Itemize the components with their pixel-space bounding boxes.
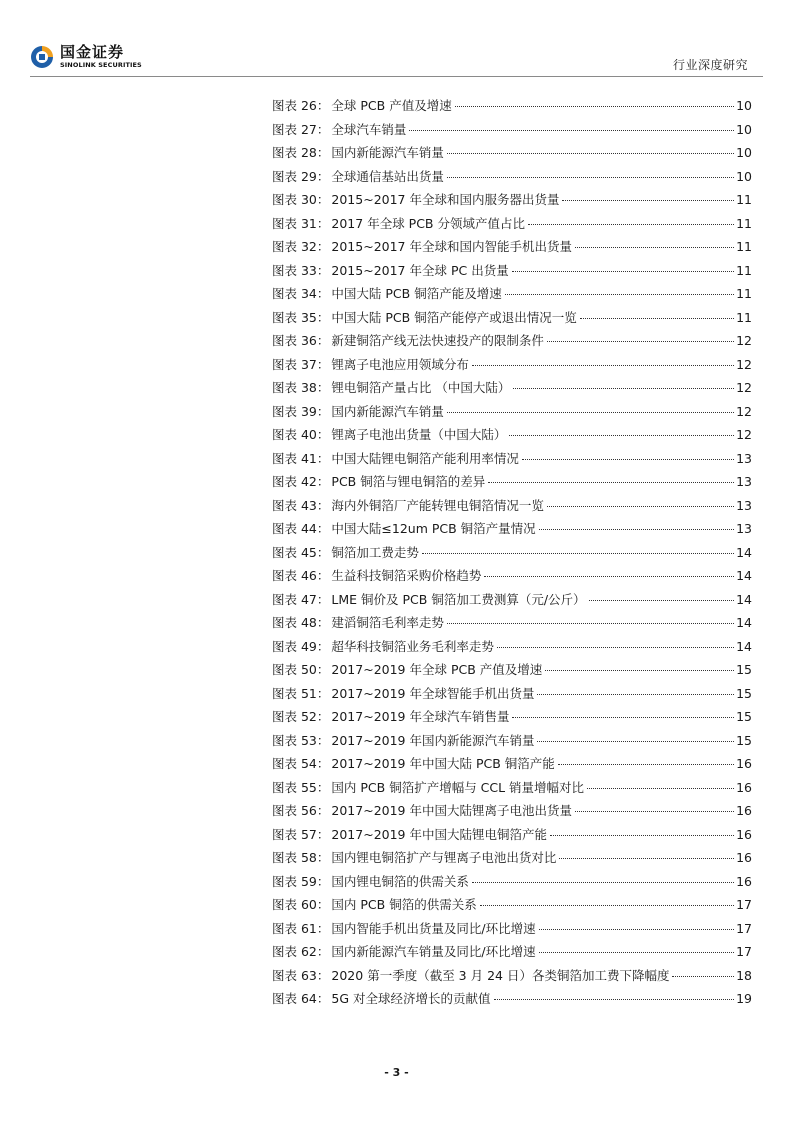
toc-entry-label: 图表 26 [272,98,317,113]
toc-entry-separator: ： [316,615,330,630]
toc-entry-label: 图表 51 [272,685,317,701]
toc-entry[interactable] [272,355,752,379]
toc-dot-leader [505,294,734,295]
toc-entry[interactable] [272,143,752,167]
toc-dot-leader [512,271,734,272]
toc-entry-title: 2015~2017 年全球 PC 出货量 [331,262,509,278]
toc-dot-leader [484,576,734,577]
toc-entry-label: 图表 57 [272,826,317,842]
toc-entry-label: 图表 60 [272,897,317,912]
toc-entry-title: 2017~2019 年全球智能手机出货量 [331,685,535,701]
toc-entry-page: 11 [736,309,752,325]
toc-entry-title: 2017~2019 年中国大陆锂离子电池出货量 [331,803,572,818]
toc-entry-separator: ： [316,521,330,536]
toc-entry[interactable] [272,660,752,684]
toc-entry-page: 16 [736,756,752,771]
toc-entry-title: 国内 PCB 铜箔扩产增幅与 CCL 销量增幅对比 [331,779,585,795]
toc-entry-title: 2020 第一季度（截至 3 月 24 日）各类铜箔加工费下降幅度 [331,967,670,983]
toc-entry-label: 图表 37 [272,356,317,372]
toc-entry-label: 图表 40 [272,427,317,442]
toc-entry-page: 11 [736,192,752,207]
toc-entry-page: 10 [736,121,752,137]
toc-entry-page: 15 [736,732,752,748]
toc-entry-page: 10 [736,145,752,160]
toc-dot-leader [558,764,734,765]
toc-entry-separator: ： [316,709,330,724]
toc-dot-leader [512,717,734,718]
toc-entry-separator: ： [316,873,330,889]
toc-dot-leader [545,670,734,671]
toc-entry-separator: ： [316,779,330,795]
toc-entry[interactable] [272,590,752,614]
toc-entry-title: PCB 铜箔与锂电铜箔的差异 [331,474,486,489]
toc-entry-page: 12 [736,333,752,348]
toc-entry-label: 图表 48 [272,615,317,630]
toc-dot-leader [672,976,734,977]
toc-dot-leader [455,106,734,107]
toc-entry-separator: ： [316,685,330,701]
toc-entry[interactable] [272,472,752,496]
toc-entry-title: 中国大陆 PCB 铜箔产能停产或退出情况一览 [331,309,577,325]
toc-entry-label: 图表 49 [272,638,317,654]
toc-entry-label: 图表 63 [272,967,317,983]
toc-entry-separator: ： [316,380,330,395]
toc-entry[interactable] [272,378,752,402]
toc-entry[interactable] [272,566,752,590]
toc-entry-page: 16 [736,826,752,842]
toc-entry-separator: ： [316,333,330,348]
toc-entry-separator: ： [316,450,330,466]
toc-entry[interactable] [272,801,752,825]
toc-entry[interactable] [272,214,752,238]
toc-entry-page: 12 [736,427,752,442]
toc-entry-page: 11 [736,262,752,278]
toc-dot-leader [580,318,734,319]
toc-entry-title: 中国大陆 PCB 铜箔产能及增速 [331,286,502,301]
toc-entry-label: 图表 29 [272,168,317,184]
toc-entry-title: 超华科技铜箔业务毛利率走势 [331,638,494,654]
header-divider [30,76,763,77]
toc-dot-leader [472,365,734,366]
toc-entry-separator: ： [316,427,330,442]
toc-entry[interactable] [272,684,752,708]
toc-dot-leader [494,999,735,1000]
toc-entry-page: 13 [736,521,752,536]
toc-dot-leader [409,130,734,131]
toc-dot-leader [539,929,734,930]
toc-entry-separator: ： [316,967,330,983]
brand-name-en: SINOLINK SECURITIES [60,61,142,69]
toc-entry-title: 2017~2019 年国内新能源汽车销量 [331,732,535,748]
toc-entry[interactable] [272,942,752,966]
toc-entry[interactable] [272,308,752,332]
toc-entry-title: 全球 PCB 产值及增速 [331,98,452,113]
toc-entry-label: 图表 30 [272,192,317,207]
toc-entry-page: 14 [736,615,752,630]
toc-entry-separator: ： [316,168,330,184]
toc-entry-separator: ： [316,544,330,560]
toc-entry-page: 15 [736,709,752,724]
toc-dot-leader [472,882,734,883]
toc-entry-separator: ： [316,403,330,419]
toc-entry-label: 图表 43 [272,497,317,513]
toc-dot-leader [589,600,735,601]
toc-entry-label: 图表 41 [272,450,317,466]
toc-entry-title: 2017~2019 年中国大陆锂电铜箔产能 [331,826,547,842]
toc-entry-page: 19 [736,991,752,1006]
toc-entry-label: 图表 39 [272,403,317,419]
toc-entry-separator: ： [316,98,330,113]
toc-entry-title: 锂离子电池应用领域分布 [331,356,469,372]
toc-entry-title: 新建铜箔产线无法快速投产的限制条件 [331,333,544,348]
toc-entry[interactable] [272,613,752,637]
toc-entry-page: 17 [736,897,752,912]
toc-entry-separator: ： [316,215,330,231]
toc-entry-separator: ： [316,591,330,607]
toc-entry-separator: ： [316,897,330,912]
toc-entry-page: 13 [736,450,752,466]
toc-entry-title: 2017~2019 年全球 PCB 产值及增速 [331,662,543,677]
toc-dot-leader [488,482,734,483]
toc-entry-label: 图表 55 [272,779,317,795]
toc-entry-label: 图表 54 [272,756,317,771]
toc-entry-page: 11 [736,286,752,301]
toc-entry-separator: ： [316,497,330,513]
toc-entry-title: 2015~2017 年全球和国内智能手机出货量 [331,239,572,254]
toc-entry[interactable] [272,966,752,990]
toc-entry-title: 5G 对全球经济增长的贡献值 [331,991,491,1006]
toc-dot-leader [559,858,734,859]
toc-entry-title: 铜箔加工费走势 [331,544,419,560]
toc-entry-label: 图表 64 [272,991,317,1006]
toc-entry-label: 图表 42 [272,474,317,489]
toc-entry[interactable] [272,543,752,567]
toc-entry-label: 图表 58 [272,850,317,865]
toc-entry-separator: ： [316,638,330,654]
page-number: - 3 - [384,1066,409,1079]
toc-dot-leader [447,153,734,154]
toc-entry-title: 2017~2019 年中国大陆 PCB 铜箔产能 [331,756,555,771]
toc-entry-title: 中国大陆锂电铜箔产能利用率情况 [331,450,519,466]
toc-dot-leader [587,788,734,789]
toc-entry[interactable] [272,872,752,896]
toc-entry-page: 16 [736,873,752,889]
toc-entry-page: 14 [736,638,752,654]
toc-entry-separator: ： [316,145,330,160]
toc-entry[interactable] [272,331,752,355]
toc-entry-page: 10 [736,168,752,184]
toc-dot-leader [513,388,734,389]
toc-entry[interactable] [272,731,752,755]
toc-entry-page: 13 [736,474,752,489]
toc-entry-page: 11 [736,215,752,231]
toc-entry-label: 图表 47 [272,591,317,607]
toc-entry-label: 图表 52 [272,709,317,724]
toc-entry[interactable] [272,190,752,214]
toc-entry-page: 12 [736,403,752,419]
toc-entry-page: 12 [736,356,752,372]
figure-list [272,96,752,1013]
toc-dot-leader [547,506,734,507]
toc-entry[interactable] [272,284,752,308]
brand-name-cn: 国金证券 [60,43,125,61]
toc-dot-leader [537,741,734,742]
toc-entry-label: 图表 56 [272,803,317,818]
toc-dot-leader [562,200,734,201]
toc-entry-title: 中国大陆≤12um PCB 铜箔产量情况 [331,521,536,536]
toc-entry-label: 图表 62 [272,944,317,959]
toc-entry-title: 全球汽车销量 [331,121,407,137]
toc-entry-title: 国内新能源汽车销量 [331,145,444,160]
toc-dot-leader [547,341,734,342]
toc-entry-separator: ： [316,920,330,936]
toc-entry-title: 海内外铜箔厂产能转锂电铜箔情况一览 [331,497,544,513]
toc-entry-label: 图表 34 [272,286,317,301]
toc-entry[interactable] [272,496,752,520]
toc-entry-separator: ： [316,803,330,818]
toc-entry-title: 全球通信基站出货量 [331,168,444,184]
toc-dot-leader [539,952,734,953]
toc-entry-title: 国内锂电铜箔扩产与锂离子电池出货对比 [331,850,557,865]
toc-entry-title: 国内智能手机出货量及同比/环比增速 [331,920,536,936]
toc-dot-leader [480,905,734,906]
toc-entry-title: 国内新能源汽车销量及同比/环比增速 [331,944,536,959]
toc-entry-separator: ： [316,732,330,748]
toc-entry-title: 锂电铜箔产量占比 （中国大陆） [331,380,511,395]
toc-entry-page: 13 [736,497,752,513]
toc-entry-title: 建滔铜箔毛利率走势 [331,615,444,630]
toc-dot-leader [528,224,734,225]
toc-entry[interactable] [272,120,752,144]
toc-entry-page: 16 [736,803,752,818]
toc-entry-page: 11 [736,239,752,254]
toc-entry-label: 图表 46 [272,568,317,583]
toc-entry[interactable] [272,848,752,872]
toc-entry-label: 图表 44 [272,521,317,536]
toc-entry-page: 14 [736,544,752,560]
toc-entry-separator: ： [316,121,330,137]
toc-entry-separator: ： [316,991,330,1006]
toc-dot-leader [509,435,734,436]
toc-entry-separator: ： [316,309,330,325]
toc-entry-separator: ： [316,286,330,301]
toc-dot-leader [575,247,734,248]
toc-entry[interactable] [272,402,752,426]
toc-dot-leader [522,459,734,460]
toc-entry[interactable] [272,449,752,473]
toc-entry-page: 10 [736,98,752,113]
toc-entry[interactable] [272,261,752,285]
toc-entry-separator: ： [316,756,330,771]
toc-entry-page: 15 [736,685,752,701]
toc-entry-title: 生益科技铜箔采购价格趋势 [331,568,482,583]
toc-entry[interactable] [272,778,752,802]
toc-entry-label: 图表 61 [272,920,317,936]
toc-dot-leader [550,835,734,836]
toc-entry-separator: ： [316,944,330,959]
toc-entry-page: 12 [736,380,752,395]
toc-entry-label: 图表 27 [272,121,317,137]
toc-entry-page: 17 [736,944,752,959]
toc-entry-label: 图表 38 [272,380,317,395]
toc-entry-title: 锂离子电池出货量（中国大陆） [331,427,507,442]
toc-entry-separator: ： [316,826,330,842]
toc-entry[interactable] [272,237,752,261]
toc-dot-leader [422,553,734,554]
toc-entry[interactable] [272,754,752,778]
toc-dot-leader [575,811,734,812]
toc-entry[interactable] [272,919,752,943]
toc-entry-label: 图表 32 [272,239,317,254]
toc-entry-page: 16 [736,779,752,795]
toc-dot-leader [447,412,734,413]
toc-entry-label: 图表 36 [272,333,317,348]
toc-entry[interactable] [272,519,752,543]
toc-entry-page: 18 [736,967,752,983]
toc-entry[interactable] [272,425,752,449]
toc-entry-title: 国内锂电铜箔的供需关系 [331,873,469,889]
toc-entry-page: 17 [736,920,752,936]
toc-entry-separator: ： [316,239,330,254]
toc-entry-label: 图表 35 [272,309,317,325]
toc-entry-title: 国内 PCB 铜箔的供需关系 [331,897,477,912]
toc-entry[interactable] [272,895,752,919]
toc-entry-title: 2017~2019 年全球汽车销售量 [331,709,510,724]
toc-entry-title: 国内新能源汽车销量 [331,403,444,419]
toc-dot-leader [447,177,734,178]
toc-entry[interactable] [272,707,752,731]
toc-entry-title: LME 铜价及 PCB 铜箔加工费测算（元/公斤） [331,591,586,607]
toc-entry-page: 14 [736,568,752,583]
toc-entry-page: 15 [736,662,752,677]
toc-entry-separator: ： [316,192,330,207]
toc-dot-leader [497,647,734,648]
toc-entry-label: 图表 33 [272,262,317,278]
toc-entry[interactable] [272,637,752,661]
toc-entry-title: 2017 年全球 PCB 分领域产值占比 [331,215,525,231]
toc-entry-separator: ： [316,568,330,583]
sinolink-logo-icon [30,45,54,69]
toc-entry-label: 图表 50 [272,662,317,677]
toc-entry-page: 16 [736,850,752,865]
toc-dot-leader [539,529,734,530]
toc-entry-label: 图表 45 [272,544,317,560]
toc-entry-separator: ： [316,474,330,489]
report-type: 行业深度研究 [672,58,748,72]
toc-entry-title: 2015~2017 年全球和国内服务器出货量 [331,192,560,207]
toc-entry-separator: ： [316,850,330,865]
toc-dot-leader [447,623,734,624]
toc-entry[interactable] [272,167,752,191]
toc-entry-label: 图表 53 [272,732,317,748]
page-header [0,0,793,80]
toc-dot-leader [537,694,734,695]
toc-entry-separator: ： [316,356,330,372]
brand-logo [30,44,142,69]
toc-entry-label: 图表 31 [272,215,317,231]
toc-entry[interactable] [272,989,752,1013]
toc-entry[interactable] [272,825,752,849]
toc-entry-label: 图表 28 [272,145,317,160]
toc-entry-page: 14 [736,591,752,607]
toc-entry-separator: ： [316,662,330,677]
toc-entry[interactable] [272,96,752,120]
toc-entry-separator: ： [316,262,330,278]
toc-entry-label: 图表 59 [272,873,317,889]
